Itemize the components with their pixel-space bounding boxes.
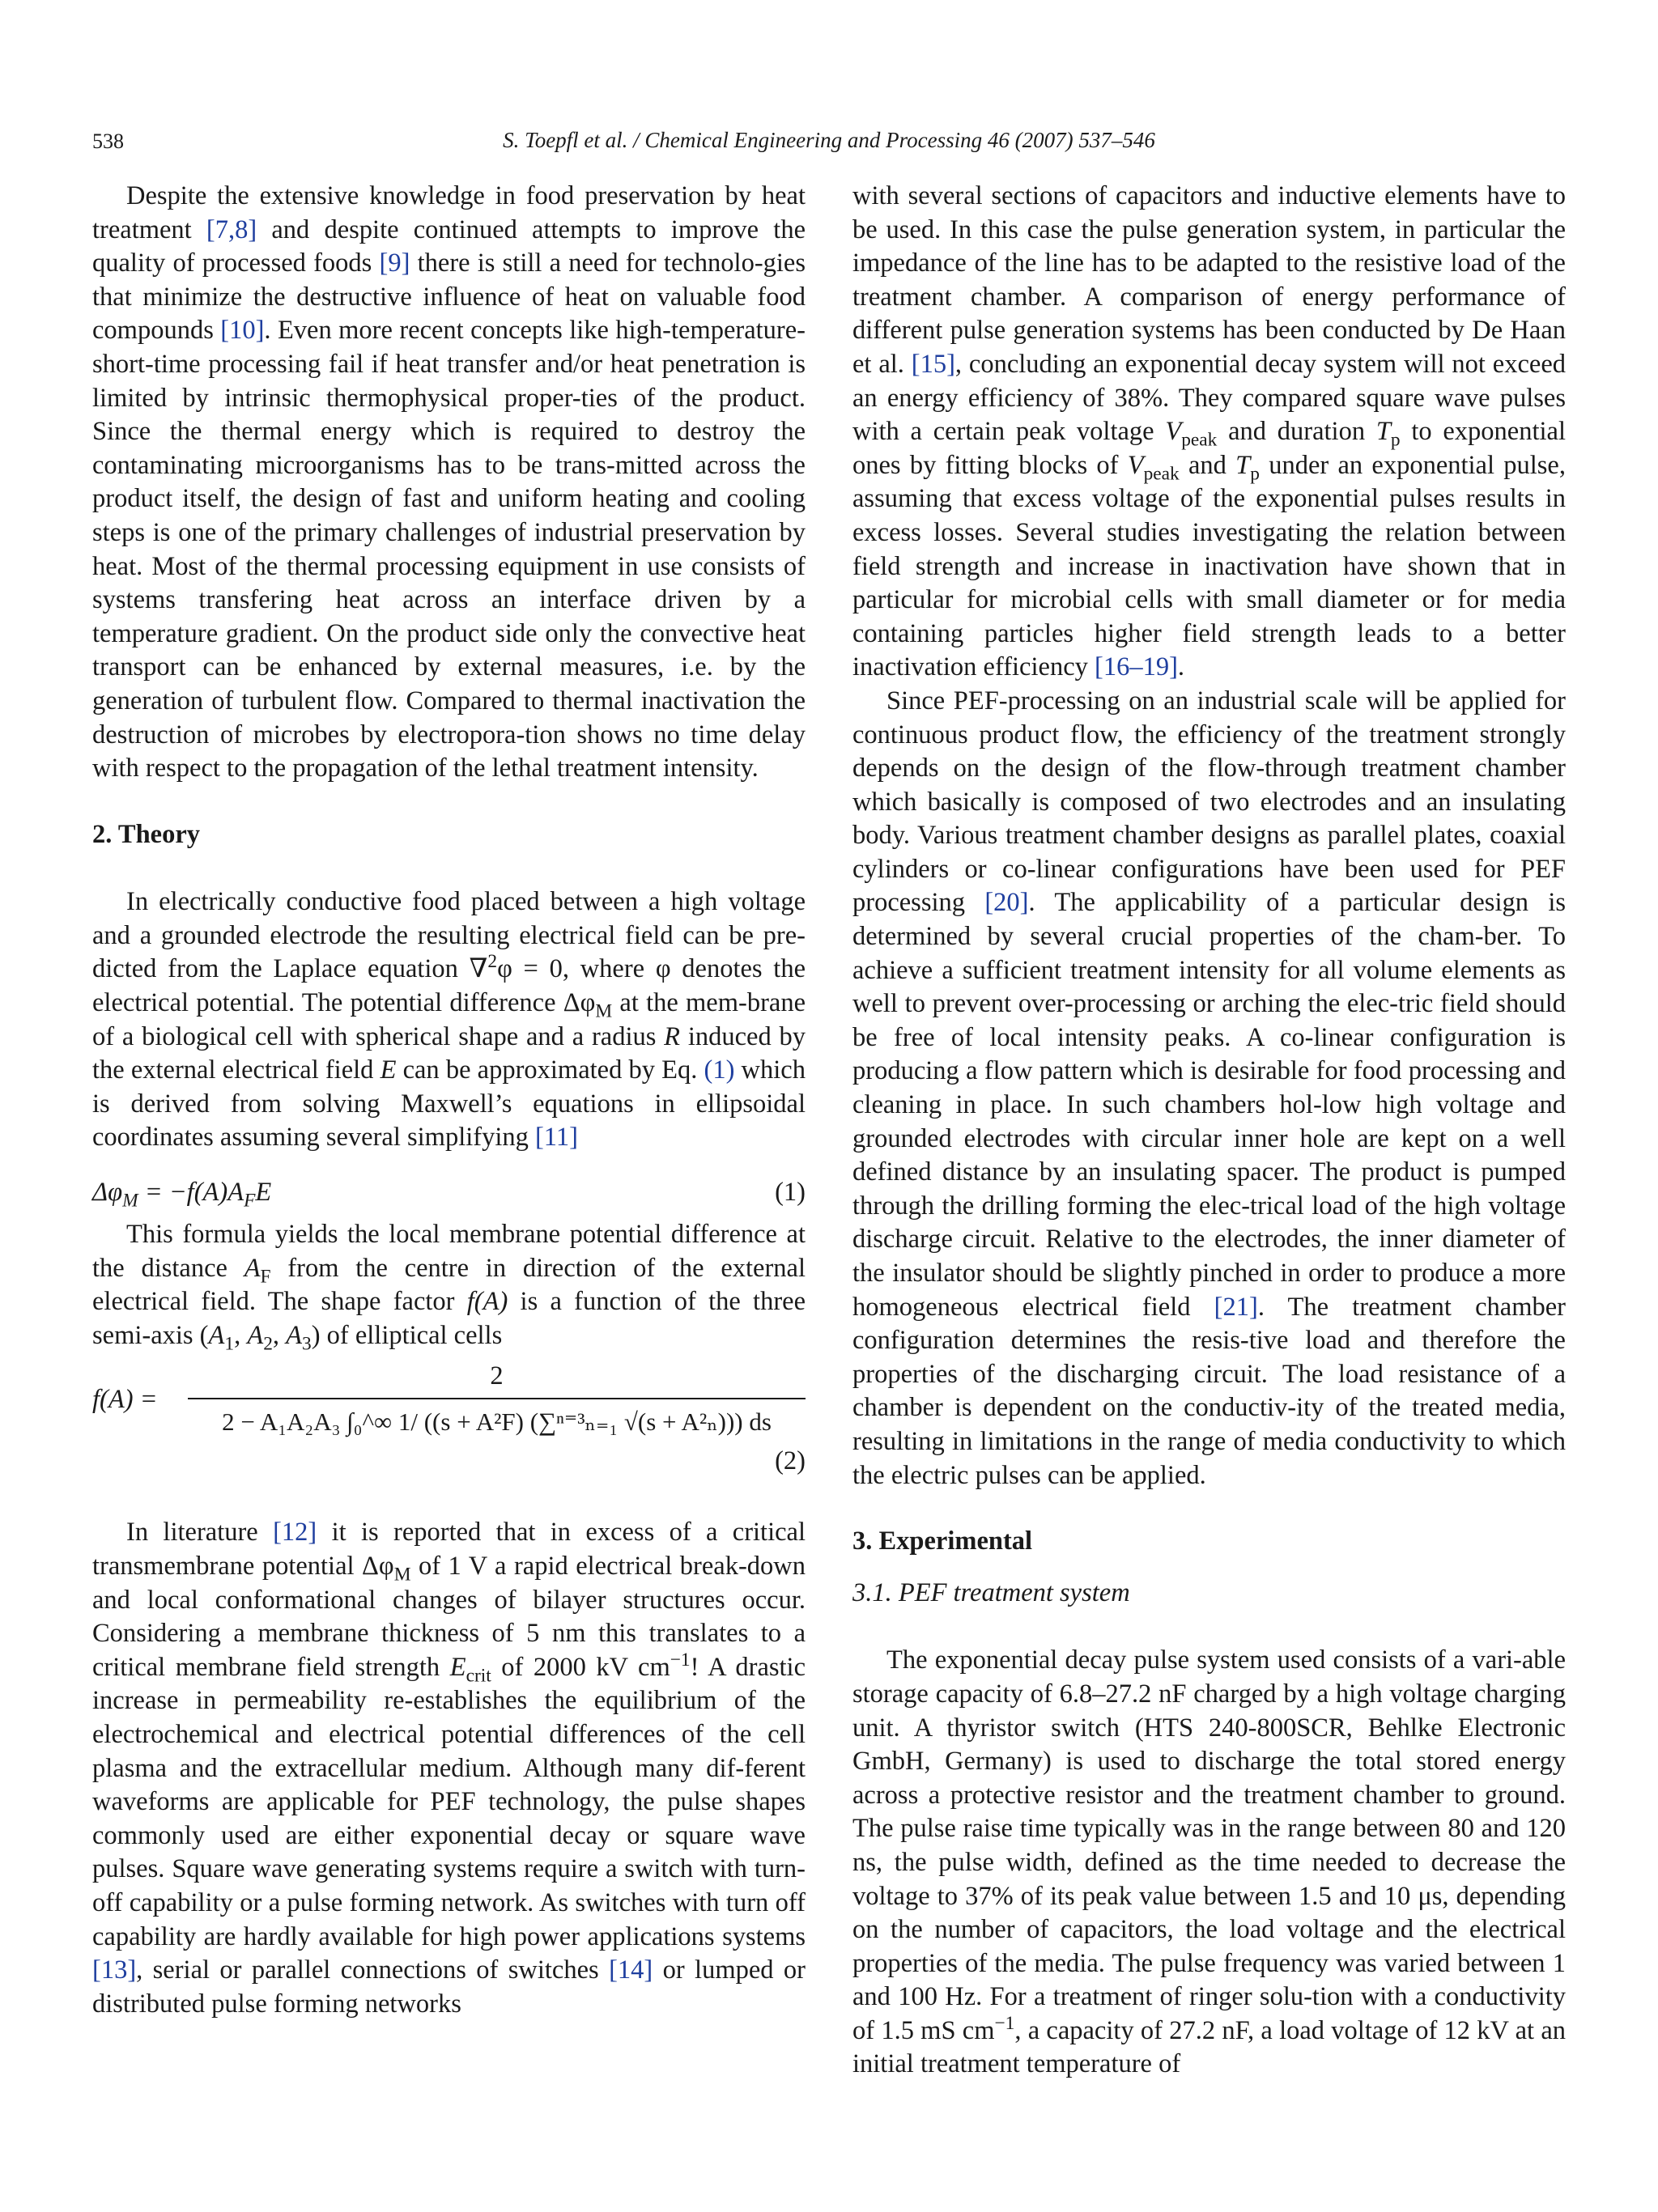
equation-number: (2) [775,1446,806,1476]
citation-link[interactable]: [16–19] [1095,652,1178,682]
citation-link[interactable]: [21] [1214,1292,1258,1322]
page-number: 538 [92,129,124,153]
equation-1: $\Delta\varphi_M = -f(A)A_FE$ (1) [92,1178,806,1212]
citation-link[interactable]: [7,8] [206,214,257,244]
citation-link[interactable]: [12] [273,1518,317,1548]
treatment-chamber-paragraph: Since PEF-processing on an industrial scale will be applied for continuous product flow, the efficiency of the treatment strongly depends on the design of the flow-through treatment chamber which basically is composed of two electrodes and an insulating body. Various treatment chamber designs as parallel plates, coaxial cylinders or co-linear configurations have been used for PEF processing [20]. The applicability of a particular design is determined by several crucial properties of the cham-ber. To achieve a sufficient treatment intensity for all volume elements as well to prevent over-processing or arching the elec-tric field should be free of local intensity peaks. A co-linear configuration is producing a flow pattern which is desirable for food processing and cleaning in place. In such chambers hol-low high voltage and grounded electrodes with circular inner hole are kept on a well defined distance by an insulating spacer. The product is pumped through the drilling forming the elec-trical load of the high voltage discharge circuit. Relative to the electrodes, the inner diameter of the insulator should be slightly pinched in order to produce a more homogeneous electrical field [21]. The treatment chamber configuration determines the resis-tive load and therefore the properties of the discharging circuit. The load resistance of a chamber is dependent on the conductiv-ity of the treated media, resulting in limitations in the range of media conductivity to which the electric pulses can be applied. [852,686,1567,1490]
shape-factor-paragraph: This formula yields the local membrane potential difference at the distance $A_F$ from the centre in direction of the external electrical field. The shape factor f(A) is a function of the three semi-axis ($A_1$, $A_2$, $A_3$) of elliptical cells [92,1220,806,1355]
running-header: S. Toepfl et al. / Chemical Engineering and Processing 46 (2007) 537–546 [503,128,1155,152]
equation-link[interactable]: (1) [704,1055,735,1085]
citation-link[interactable]: [15] [911,349,955,379]
intro-paragraph: Despite the extensive knowledge in food preservation by heat treatment [7,8] and despite continued attempts to improve the quality of processed foods [9] there is still a need for technolo-gies that minimize the destructive influence of heat on valuable food compounds [10]. Even more recent concepts like high-temperature-short-time processing fail if heat transfer and/or heat penetration is limited by intrinsic thermophysical proper-ties of the product. Since the thermal energy which is required to destroy the contaminating microorganisms has to be trans-mitted across the product itself, the design of fast and uniform heating and cooling steps is one of the primary challenges of industrial preservation by heat. Most of the thermal processing equipment in use consists of systems transfering heat across an interface driven by a temperature gradient. On the product side only the convective heat transport can be enhanced by external measures, i.e. by the generation of turbulent flow. Compared to thermal inactivation the destruction of microbes by electropora-tion shows no time delay with respect to the propagation of the lethal treatment intensity. [92,181,806,783]
section-heading-experimental: 3. Experimental [852,1526,1033,1556]
subsection-heading-pef-system: 3.1. PEF treatment system [852,1577,1130,1607]
citation-link[interactable]: [13] [92,1955,137,1985]
section-heading-theory: 2. Theory [92,819,201,849]
citation-link[interactable]: [11] [534,1123,578,1153]
citation-link[interactable]: [14] [609,1955,653,1985]
citation-link[interactable]: [10] [220,316,265,346]
pef-system-paragraph: The exponential decay pulse system used consists of a vari-able storage capacity of 6.8–27.2 nF charged by a high voltage charging unit. A thyristor switch (HTS 240-800SCR, Behlke Electronic GmbH, Germany) is used to discharge the total stored energy across a protective resistor and the treatment chamber to ground. The pulse raise time typically was in the range between 80 and 120 ns, the pulse width, defined as the time needed to decrease the voltage to 37% of its peak value between 1.5 and 10 μs, depending on the number of capacitors, the load voltage and the electrical properties of the media. The pulse frequency was varied between 1 and 100 Hz. For a treatment of ringer solu-tion with a conductivity of 1.5 mS $cm^{-1}$, a capacity of 27.2 nF, a load voltage of 12 kV at an initial treatment temperature of [852,1645,1566,2079]
right-column [852,180,1566,2082]
theory-paragraph: In electrically conductive food placed between a high voltage and a grounded electrode the resulting electrical field can be pre-dicted from the Laplace equation ∇$^2$φ = 0, where φ denotes the electrical potential. The potential difference $\Delta\varphi_M$ at the mem-brane of a biological cell with spherical shape and a radius R induced by the external electrical field E can be approximated by Eq. (1) which is derived from solving Maxwell’s equations in ellipsoidal coordinates assuming several simplifying [11] [92,887,806,1153]
literature-paragraph: In literature [12] it is reported that in excess of a critical transmembrane potential $\Delta\varphi_M$ of 1 V a rapid electrical break-down and local conformational changes of bilayer structures occur. Considering a membrane thickness of 5 nm this translates to a critical membrane field strength $E_{crit}$ of 2000 kV $cm^{-1}$! A drastic increase in permeability re-establishes the equilibrium of the electrochemical and electrical potential differences of the cell plasma and the extracellular medium. Although many dif-ferent waveforms are applicable for PEF technology, the pulse shapes commonly used are either exponential decay or square wave pulses. Square wave generating systems require a switch with turn-off capability or a pulse forming network. As switches with turn off capability are hardly available for high power applications systems [13], serial or parallel connections of switches [14] or lumped or distributed pulse forming networks [92,1518,806,2019]
pulse-systems-paragraph: with several sections of capacitors and inductive elements have to be used. In this case the pulse generation system, in particular the impedance of the line has to be adapted to the resistive load of the treatment chamber. A comparison of energy performance of different pulse generation systems has been conducted by De Haan et al. [15], concluding an exponential decay system will not exceed an energy efficiency of 38%. They compared square wave pulses with a certain peak voltage $V_{peak}$ and duration $T_p$ to exponential ones by fitting blocks of $V_{peak}$ and $T_p$ under an exponential pulse, assuming that excess voltage of the exponential pulses results in excess losses. Several studies investigating the relation between field strength and increase in inactivation have shown that in particular for microbial cells with small diameter or for media containing particles higher field strength leads to a better inactivation efficiency [16–19]. [852,181,1566,682]
equation-number: (1) [775,1178,806,1208]
citation-link[interactable]: [20] [984,888,1029,918]
left-column [92,180,806,2021]
citation-link[interactable]: [9] [379,248,410,278]
equation-2: f(A) = 2 2 − A₁A₂A₃ ∫₀^∞ 1/ ((s + A²F) (∑ⁿ⁼³ₙ₌₁ √(s + A²ₙ))) ds (2) [92,1359,806,1480]
